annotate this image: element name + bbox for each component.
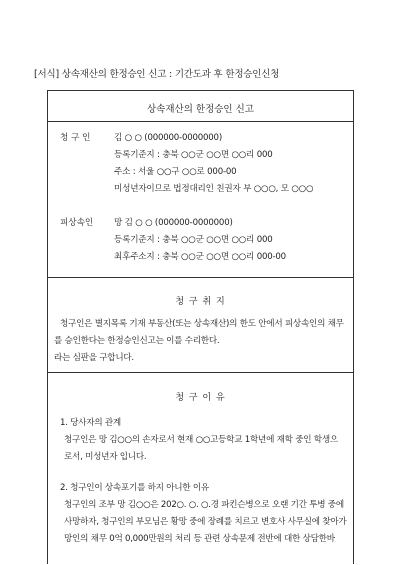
decedent-domicile: 등록기준지 : 충북 ○○군 ○○면 ○○리 000 — [114, 235, 273, 245]
reason-2-line-2: 사망하자, 청구인의 부모님은 황망 중에 장례를 치르고 변호사 사무실에 찾아가 — [64, 517, 347, 527]
decedent-last-address: 최후주소지 : 충북 ○○군 ○○면 ○○리 000-00 — [114, 252, 286, 262]
reason-2-line-1: 청구인의 조부 망 김○○은 202○. ○. ○.경 파킨슨병으로 오랜 기간 투병 중에 — [64, 500, 344, 510]
reason-1-line-2: 로서, 미성년자 입니다. — [64, 452, 147, 462]
claimant-name: 김 ○ ○ (000000-0000000) — [114, 133, 222, 143]
claimant-guardian: 미성년자이므로 법정대리인 친권자 부 ○○○, 모 ○○○ — [114, 184, 314, 194]
reasons-heading: 청 구 이 유 — [175, 393, 226, 403]
claimant-domicile: 등록기준지 : 충북 ○○군 ○○면 ○○리 000 — [114, 150, 273, 160]
purpose-line-3: 라는 심판을 구합니다. — [54, 353, 134, 363]
reason-1-title: 1. 당사자의 관계 — [60, 418, 121, 428]
document-title: 상속재산의 한정승인 신고 — [147, 104, 254, 115]
reason-2-line-3: 망인의 채무 0억 0,000만원의 처리 등 관련 상속문제 전반에 대한 상담한바 — [64, 534, 335, 544]
form-caption: [서식] 상속재산의 한정승인 신고 : 기간도과 후 한정승인신청 — [34, 69, 280, 80]
section-divider-2 — [48, 372, 353, 373]
section-divider-1 — [48, 277, 353, 278]
claimant-label: 청 구 인 — [60, 133, 91, 143]
title-divider — [48, 121, 353, 122]
reason-1-line-1: 청구인은 망 김○○의 손자로서 현재 ○○고등학교 1학년에 재학 중인 학생으 — [64, 435, 338, 445]
purpose-heading: 청 구 취 지 — [175, 297, 226, 307]
purpose-line-2: 를 승인한다는 한정승인신고는 이를 수리한다. — [54, 336, 220, 346]
claimant-address: 주소 : 서울 ○○구 ○○로 000-00 — [114, 167, 237, 177]
purpose-line-1: 청구인은 별지목록 기재 부동산(또는 상속재산)의 한도 안에서 피상속인의 채무 — [60, 319, 344, 329]
document-frame — [47, 90, 354, 564]
reason-2-title: 2. 청구인이 상속포기를 하지 아니한 이유 — [60, 483, 209, 493]
decedent-name: 망 김 ○ ○ (000000-0000000) — [114, 218, 233, 228]
decedent-label: 피상속인 — [60, 218, 94, 228]
